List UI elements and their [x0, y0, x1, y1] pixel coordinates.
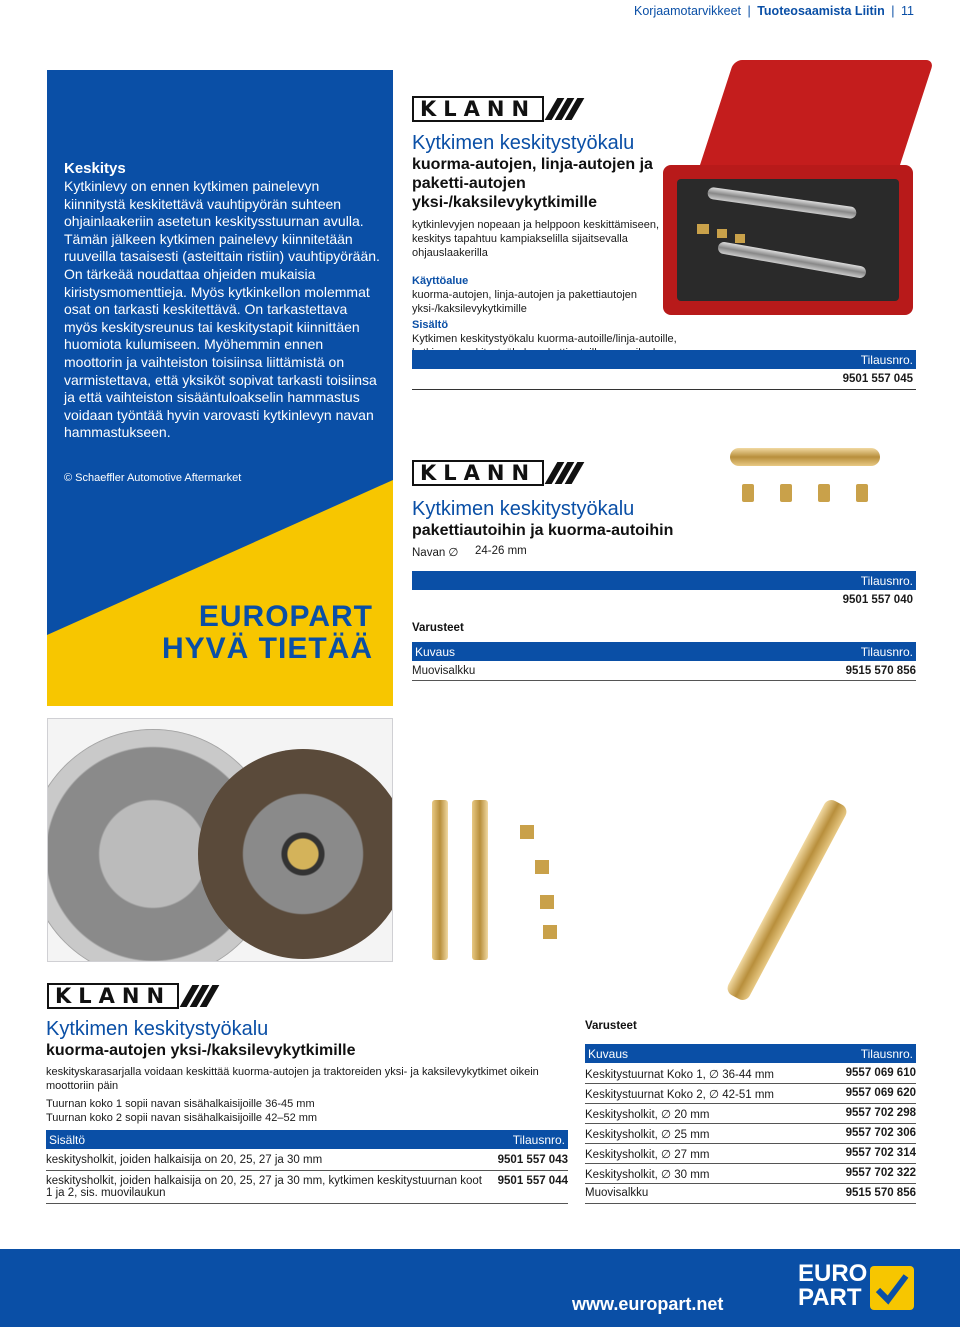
product2-header-num: Tilausnro.: [860, 644, 913, 659]
row-desc: Muovisalkku: [585, 1187, 649, 1199]
product2-block: [412, 498, 916, 559]
header-page-number: 11: [901, 4, 914, 18]
clutch-disc: [198, 749, 393, 959]
centering-tool-set-photo: [410, 770, 610, 970]
product1-description: kytkinlevyjen nopeaan ja helppoon keskittämiseen, keskitys tapahtuu kampiakselilla sijaitsevalla ohjauslaakerilla: [412, 219, 660, 259]
row-desc: Keskitystuurnat Koko 2, ∅ 42-51 mm: [585, 1089, 774, 1101]
row-num: 9557 702 306: [845, 1127, 916, 1139]
case-body: [663, 165, 913, 315]
info-brand-line2: HYVÄ TIETÄÄ: [161, 632, 373, 665]
product1-title: Kytkimen keskitystyökalu: [412, 132, 635, 154]
header-category: Korjaamotarvikkeet: [634, 4, 741, 18]
row-num: 9557 702 314: [845, 1147, 916, 1159]
product2-hub-spec: [412, 545, 916, 559]
row-num: 9515 570 856: [845, 665, 916, 677]
product3-note2: Tuurnan koko 2 sopii navan sisähalkaisijoille 42–52 mm: [46, 1112, 318, 1124]
row-num: 9515 570 856: [845, 1187, 916, 1199]
row-desc: Keskitysholkit, ∅ 27 mm: [585, 1149, 710, 1161]
product1-usage-label: Käyttöalue: [412, 275, 469, 287]
product1-subtitle: kuorma-autojen, linja-autojen ja paketti-autojen yksi-/kaksilevykytkimille: [412, 156, 653, 211]
row-desc: Muovisalkku: [412, 665, 476, 677]
row-desc: keskitysholkit, joiden halkaisija on 20, 25, 27 ja 30 mm: [46, 1154, 323, 1166]
klann-logo-stripes: [548, 98, 578, 120]
product3-header-num: Tilausnro.: [512, 1132, 565, 1147]
header-separator: |: [747, 4, 751, 18]
table-row: [585, 1104, 916, 1124]
product1-order-bar: [412, 350, 916, 369]
product1-contents-label: Sisältö: [412, 319, 449, 331]
accessories-header-num: Tilausnro.: [860, 1046, 913, 1061]
info-heading: Keskitys: [64, 160, 126, 177]
klann-logo-2: [412, 460, 578, 486]
info-body: Kytkinlevy on ennen kytkimen painelevyn kiinnitystä keskitettävä vauhtipyörän suhteen ohjainlaakeriin asetetun keskitysstuurnan avulla. Tämän jälkeen kytkimen painelevy kiinnitetään ruuveilla tasaisesti (asteittain ristiin) vauhtipyörään. On tärkeää noudattaa ohjeiden mukaisia kiristysmomenttieja. Myös kytkinkellon molemmat osat on tarkasti keskitettävä. On tarkastettava myös keskitysreunus tai keskitystapit kiinnittäen huomiota kulumiseen. Myöhemmin ennen moottorin ja vaihteiston toisiinsa liittämistä on varmistettava, että yksiköt sopivat tarkasti toisiinsa ja että vaihteiston sisääntuloakselin hammastus voidaan työntää hyvin varovasti kytkinlevyn navan hammastukseen.: [64, 178, 380, 441]
header-separator-2: |: [891, 4, 895, 18]
product2-table-header: [412, 642, 916, 661]
table-row: [585, 1184, 916, 1204]
product2-hub-label: Navan ∅: [412, 547, 459, 559]
product1-case-photo: [643, 60, 923, 322]
klann-logo-text-3: KLANN: [47, 983, 179, 1009]
klann-logo-text: KLANN: [412, 96, 544, 122]
klann-logo-stripes-3: [183, 985, 213, 1007]
tool-shaft-2: [717, 241, 867, 279]
europart-logo: [798, 1262, 918, 1316]
product3-subtitle: kuorma-autojen yksi-/kaksilevykytkimille: [46, 1042, 356, 1059]
accessories-table-header: [585, 1044, 916, 1063]
row-desc: Keskitysholkit, ∅ 30 mm: [585, 1169, 710, 1181]
product3-table-header: [46, 1130, 568, 1149]
product2-title: Kytkimen keskitystyökalu: [412, 498, 635, 520]
footer-url[interactable]: www.europart.net: [572, 1294, 724, 1314]
info-panel: [47, 70, 393, 706]
product3-note1: Tuurnan koko 1 sopii navan sisähalkaisijoille 36-45 mm: [46, 1098, 315, 1110]
page-header: [634, 4, 914, 18]
table-row: [585, 1084, 916, 1104]
product2-order-number: 9501 557 040: [842, 594, 913, 606]
product3-block: [46, 1018, 568, 1125]
table-row: [46, 1150, 568, 1171]
product2-header-desc: Kuvaus: [415, 644, 456, 659]
europart-logo-check-icon: [870, 1266, 914, 1310]
product2-order-bar: [412, 571, 916, 590]
accessories-header-desc: Kuvaus: [588, 1046, 629, 1061]
row-desc: keskitysholkit, joiden halkaisija on 20, 25, 27 ja 30 mm, kytkimen keskitystuurnan koot 1 ja 2, sis. muovilaukun: [46, 1175, 482, 1199]
table-row: [585, 1164, 916, 1184]
row-num: 9501 557 043: [497, 1154, 568, 1166]
product3-table: [46, 1150, 568, 1204]
product2-order-row: [412, 594, 916, 606]
row-desc: Keskitystuurnat Koko 1, ∅ 36-44 mm: [585, 1069, 774, 1081]
product2-subtitle: pakettiautoihin ja kuorma-autoihin: [412, 522, 674, 539]
klann-logo-text-2: KLANN: [412, 460, 544, 486]
accessories-label: Varusteet: [585, 1020, 637, 1032]
row-num: 9557 702 322: [845, 1167, 916, 1179]
info-brand-line1: EUROPART: [198, 600, 373, 633]
klann-logo: [412, 96, 578, 122]
product1-order-number: 9501 557 045: [842, 373, 913, 385]
table-row: [585, 1144, 916, 1164]
header-section: Tuoteosaamista Liitin: [757, 4, 885, 18]
product1-contents-text: Kytkimen keskitystyökalu kuorma-autoille/linja-autoille,: [412, 333, 677, 345]
europart-logo-line1: EURO: [798, 1260, 868, 1287]
europart-logo-line2: PART: [798, 1284, 862, 1311]
accessories-table: [585, 1064, 916, 1204]
product3-header-desc: Sisältö: [49, 1132, 86, 1147]
product3-title: Kytkimen keskitystyökalu: [46, 1018, 269, 1040]
row-num: 9557 069 610: [845, 1067, 916, 1079]
product2-table: [412, 662, 916, 681]
tool-shaft-1: [707, 187, 857, 220]
info-copyright: © Schaeffler Automotive Aftermarket: [64, 472, 242, 484]
row-num: 9501 557 044: [497, 1175, 568, 1187]
table-row: [412, 662, 916, 681]
product3-description: keskityskarasarjalla voidaan keskittää kuorma-autojen ja traktoreiden yksi- ja kaksilevykytkimet oikein moottoriin päin: [46, 1066, 539, 1092]
row-desc: Keskitysholkit, ∅ 25 mm: [585, 1129, 710, 1141]
product2-hub-value: 24-26 mm: [475, 545, 527, 557]
row-desc: Keskitysholkit, ∅ 20 mm: [585, 1109, 710, 1121]
row-num: 9557 069 620: [845, 1087, 916, 1099]
centering-mandrel-photo: [715, 800, 875, 1000]
table-row: [585, 1124, 916, 1144]
klann-logo-stripes-2: [548, 462, 578, 484]
product1-usage-text: kuorma-autojen, linja-autojen ja pakettiautojen yksi-/kaksilevykytkimille: [412, 289, 638, 315]
row-num: 9557 702 298: [845, 1107, 916, 1119]
product1-order-row: [412, 370, 916, 390]
product2-order-label: Tilausnro.: [860, 573, 913, 588]
product2-accessories-label: Varusteet: [412, 622, 464, 634]
klann-logo-3: [47, 983, 213, 1009]
table-row: [46, 1171, 568, 1204]
clutch-photo: [47, 718, 393, 962]
table-row: [585, 1064, 916, 1084]
product1-order-label: Tilausnro.: [860, 352, 913, 367]
